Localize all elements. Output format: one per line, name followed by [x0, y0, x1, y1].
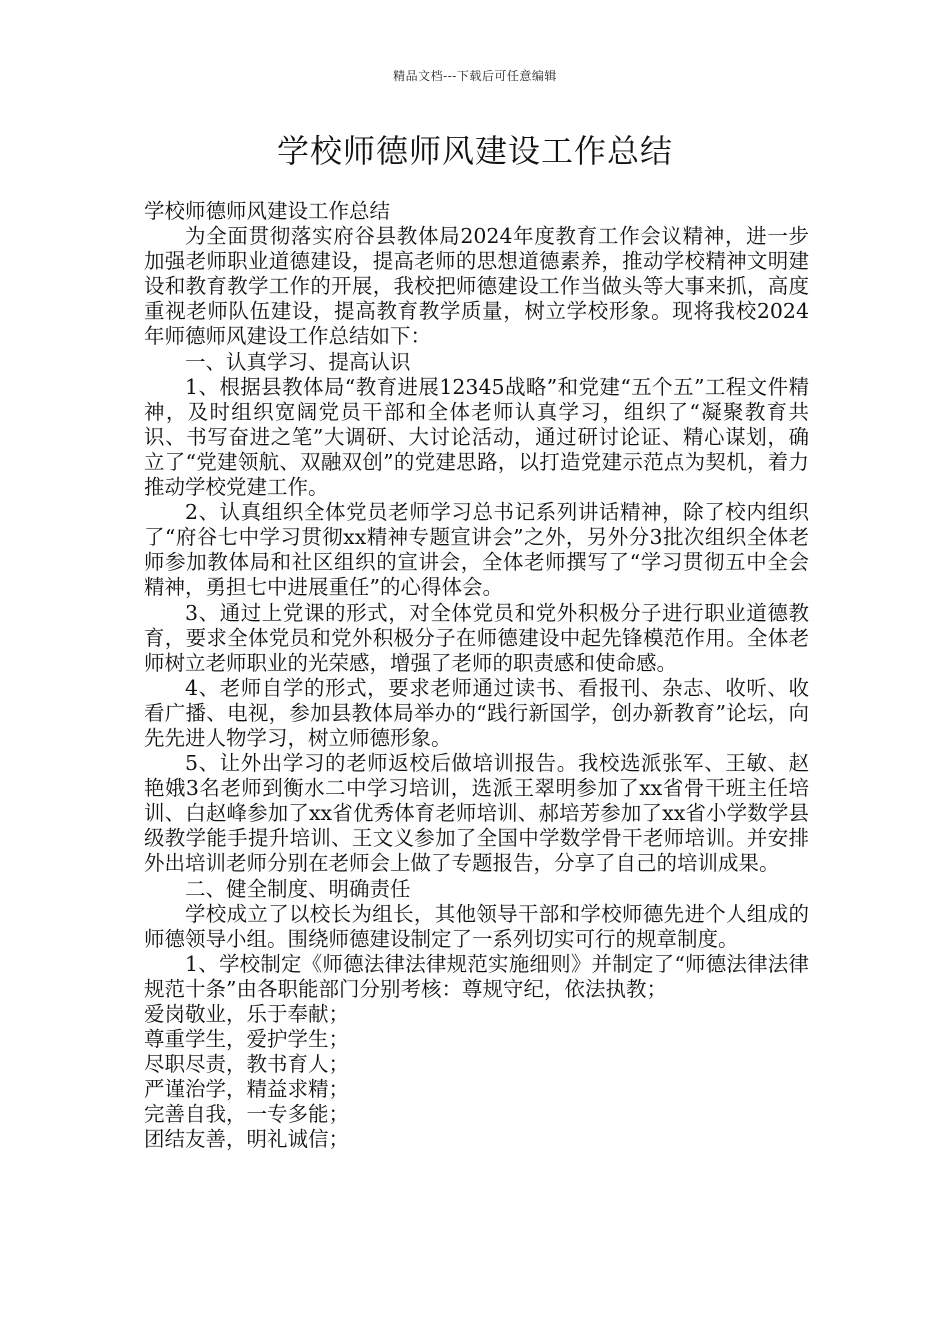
paragraph-1-4: 4、老师自学的形式，要求老师通过读书、看报刊、杂志、收听、收看广播、电视，参加县教体局举办的“践行新国学，创办新教育”论坛，向先先进人物学习，树立师德形象。	[144, 675, 809, 750]
paragraph-2-intro: 学校成立了以校长为组长，其他领导干部和学校师德先进个人组成的师德领导小组。围绕师德建设制定了一系列切实可行的规章制度。	[144, 901, 809, 951]
duty-item: 严谨治学，精益求精；	[144, 1077, 349, 1102]
duty-item: 尽职尽责，教书育人；	[144, 1052, 349, 1077]
section-heading-2: 二、健全制度、明确责任	[185, 876, 411, 901]
document-body	[144, 199, 809, 1153]
paragraph-1-1: 1、根据县教体局“教育进展12345战略”和党建“五个五”工程文件精神，及时组织宽阔党员干部和全体老师认真学习，组织了“凝聚教育共识、书写奋进之笔”大调研、大讨论活动，通过研讨论证、精心谋划，确立了“党建领航、双融双创”的党建思路，以打造党建示范点为契机，着力推动学校党建工作。	[144, 374, 809, 500]
duty-item: 团结友善，明礼诚信；	[144, 1127, 349, 1152]
paragraph-1-2: 2、认真组织全体党员老师学习总书记系列讲话精神，除了校内组织了“府谷七中学习贯彻xx精神专题宣讲会”之外，另外分3批次组织全体老师参加教体局和社区组织的宣讲会，全体老师撰写了“学习贯彻五中全会精神，勇担七中进展重任”的心得体会。	[144, 500, 809, 600]
duty-item: 爱岗敬业，乐于奉献；	[144, 1002, 349, 1026]
document-title: 学校师德师风建设工作总结	[276, 132, 673, 170]
header-note: 精品文档---下载后可任意编辑	[393, 69, 557, 83]
section-heading-1: 一、认真学习、提高认识	[185, 349, 411, 374]
paragraph-2-1: 1、学校制定《师德法律法律规范实施细则》并制定了“师德法律法律规范十条”由各职能部门分别考核：尊规守纪，依法执教；	[144, 951, 809, 1001]
duty-item: 完善自我，一专多能；	[144, 1102, 349, 1127]
document-subtitle: 学校师德师风建设工作总结	[144, 199, 390, 223]
paragraph-1-5: 5、让外出学习的老师返校后做培训报告。我校选派张军、王敏、赵艳娥3名老师到衡水二中学习培训，选派王翠明参加了xx省骨干班主任培训、白赵峰参加了xx省优秀体育老师培训、郝培芳参加了xx省小学数学县级教学能手提升培训、王文义参加了全国中学数学骨干老师培训。并安排外出培训老师分别在老师会上做了专题报告，分享了自己的培训成果。	[144, 751, 809, 876]
intro-paragraph: 为全面贯彻落实府谷县教体局2024年度教育工作会议精神，进一步加强老师职业道德建设，提高老师的思想道德素养，推动学校精神文明建设和教育教学工作的开展，我校把师德建设工作当做头等大事来抓，高度重视老师队伍建设，提高教育教学质量，树立学校形象。现将我校2024年师德师风建设工作总结如下：	[144, 224, 809, 349]
paragraph-1-3: 3、通过上党课的形式，对全体党员和党外积极分子进行职业道德教育，要求全体党员和党外积极分子在师德建设中起先锋模范作用。全体老师树立老师职业的光荣感，增强了老师的职责感和使命感。	[144, 600, 809, 675]
duty-item: 尊重学生，爱护学生；	[144, 1027, 349, 1052]
